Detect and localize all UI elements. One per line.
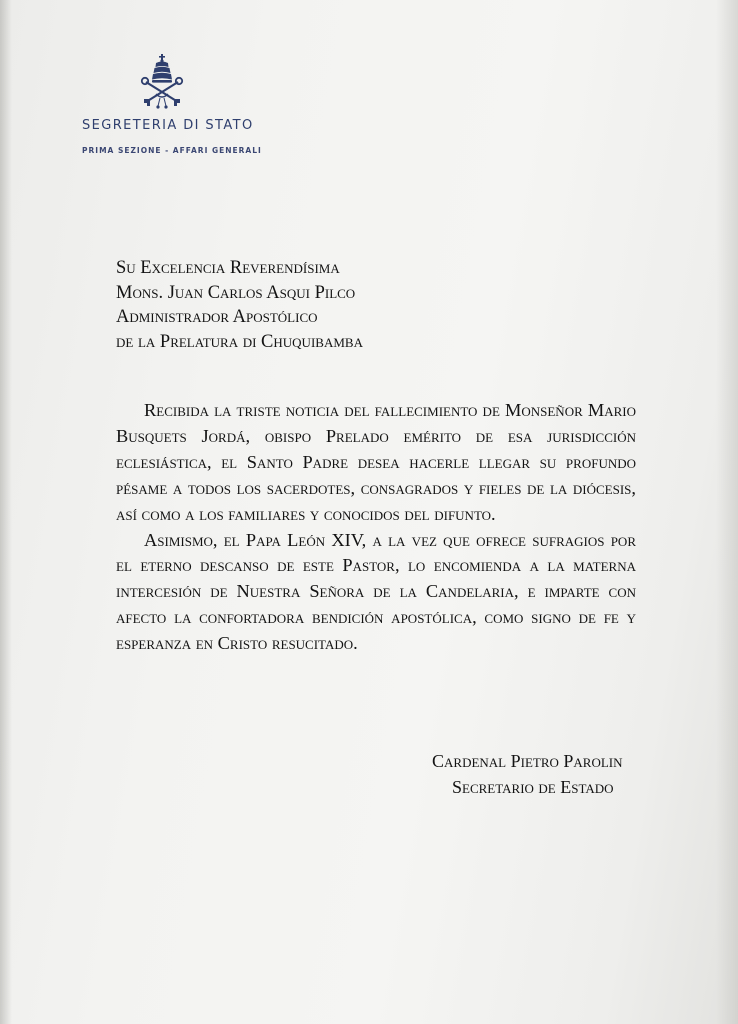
- addressee-line: Administrador Apostólico: [116, 307, 318, 328]
- signatory-title: Secretario de Estado: [452, 777, 614, 797]
- letterhead: [60, 54, 280, 164]
- page-right-edge-shadow: [716, 0, 738, 1024]
- letterhead-office: SEGRETERIA DI STATO: [82, 118, 254, 133]
- addressee-line: Su Excelencia Reverendísima: [116, 258, 340, 278]
- body-paragraph: Asimismo, el Papa León XIV, a la vez que ofrece sufragios por el eterno descanso de este Pastor, lo encomienda a la materna intercesión de Nuestra Señora de la Candelaria, e imparte con afecto la confortadora bendición apostólica, como signo de fe y esperanza en Cristo resucitado.: [116, 529, 636, 654]
- addressee-line: Mons. Juan Carlos Asqui Pilco: [116, 282, 356, 303]
- page-left-edge-shadow: [0, 0, 12, 1024]
- signatory-name: Cardenal Pietro Parolin: [432, 751, 623, 771]
- papal-keys-tiara-icon: [138, 54, 186, 110]
- addressee-line: de la Prelatura di Chuquibamba: [116, 332, 363, 353]
- body-paragraph: Recibida la triste noticia del fallecimiento de Monseñor Mario Busquets Jordá, obispo Prelado emérito de esa jurisdicción eclesiástica, el Santo Padre desea hacerle llegar su profundo pésame a todos los sacerdotes, consagrados y fieles de la diócesis, así como a los familiares y conocidos del difunto.: [116, 400, 636, 524]
- signature-block: [432, 748, 623, 800]
- addressee-block: [116, 256, 363, 355]
- letter-body: [116, 398, 636, 657]
- letterhead-section: PRIMA SEZIONE - AFFARI GENERALI: [82, 146, 262, 155]
